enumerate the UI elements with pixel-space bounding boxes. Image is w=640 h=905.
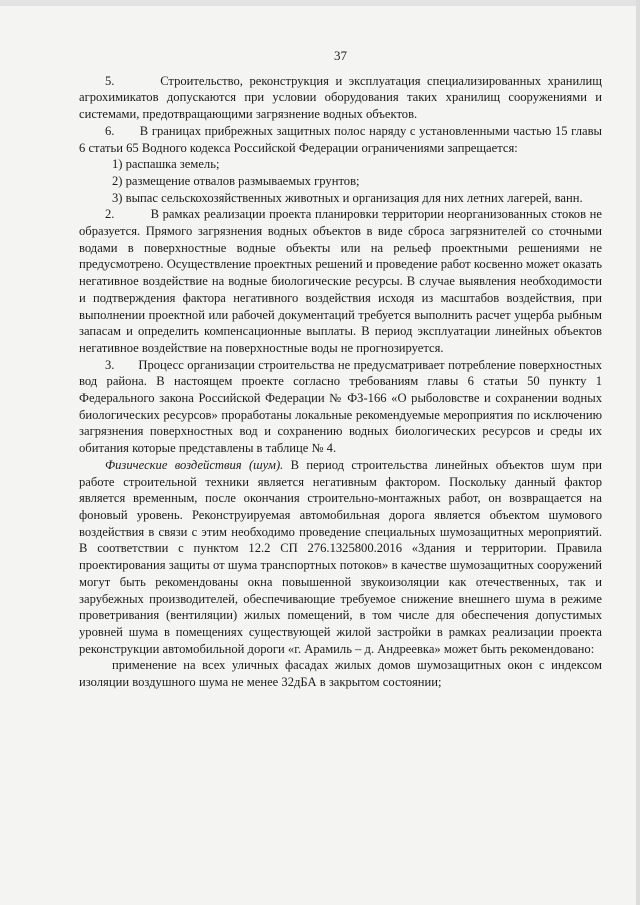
paragraph-5: 5. Строительство, реконструкция и эксплуатация специализированных хранилищ агрохимикатов допускаются при условии оборудования таких хранилищ сооружениями и системами, предотвращающими загрязнение водных объектов.	[79, 73, 602, 122]
list-item-2: 2) размещение отвалов размываемых грунтов;	[112, 173, 360, 188]
list-item-1: 1) распашка земель;	[112, 157, 220, 172]
scan-top-edge	[0, 0, 640, 6]
paragraph-3: 3. Процесс организации строительства не предусматривает потребление поверхностных вод района. В настоящем проекте согласно требованиям главы 6 статьи 50 пункту 1 Федерального закона Российской Федерации № ФЗ-166 «О рыболовстве и сохранении водных биологических ресурсов» проработаны локальные рекомендуемые мероприятия по исключению загрязнения поверхностных вод и сохранению водных биологических ресурсов и среды их обитания которые представлены в таблице № 4.	[79, 357, 602, 456]
paragraph-2: 2. В рамках реализации проекта планировки территории неорганизованных стоков не образуется. Прямого загрязнения водных объектов в виде сброса загрязнителей со сточными водами в поверхностные водные объекты или на рельеф проектными решениями не предусмотрено. Осуществление проектных решений и проведение работ косвенно может оказать негативное воздействие на водные биологические ресурсы. В случае выявления необходимости и подтверждения фактора негативного воздействия исходя из масштабов воздействия, при выполнении проектной или рабочей документаций требуется выполнить расчет ущерба рыбным запасам и определить компенсационные выплаты. В период эксплуатации линейных объектов негативное воздействие на поверхностные воды не прогнозируется.	[79, 207, 602, 355]
paragraph-measure: применение на всех уличных фасадах жилых домов шумозащитных окон с индексом изоляции воздушного шума не менее 32дБА в закрытом состоянии;	[79, 658, 602, 690]
paragraph-6: 6. В границах прибрежных защитных полос наряду с установленными частью 15 главы 6 статьи 65 Водного кодекса Российской Федерации ограничениями запрещается:	[79, 123, 602, 155]
paragraph-noise	[79, 457, 602, 657]
noise-body: В период строительства линейных объектов шум при работе строительной техники является негативным фактором. Поскольку данный фактор является временным, после окончания строительно-монтажных работ, он возвращается на фоновый уровень. Реконструируемая автомобильная дорога является объектом шумового воздействия в связи с этим необходимо проведение специальных шумозащитных мероприятий. В соответствии с пунктом 12.2 СП 276.1325800.2016 «Здания и территории. Правила проектирования защиты от шума транспортных потоков» в качестве шумозащитных сооружений могут быть рекомендованы окна повышенной звукоизоляции как отечественных, так и зарубежных производителей, обеспечивающие требуемое снижение внешнего шума в режиме проветривания (вентиляции) жилых помещений, в том числе для обеспечения допустимых уровней шума в помещениях существующей жилой застройки в рамках реализации проекта реконструкции автомобильной дороги «г. Арамиль – д. Андреевка» может быть рекомендовано:	[79, 457, 602, 656]
scan-right-edge	[636, 0, 640, 905]
page-number: 37	[334, 48, 347, 63]
noise-heading: Физические воздействия (шум).	[105, 457, 284, 472]
list-item-3: 3) выпас сельскохозяйственных животных и организация для них летних лагерей, ванн.	[112, 190, 583, 205]
document-page	[79, 48, 602, 691]
